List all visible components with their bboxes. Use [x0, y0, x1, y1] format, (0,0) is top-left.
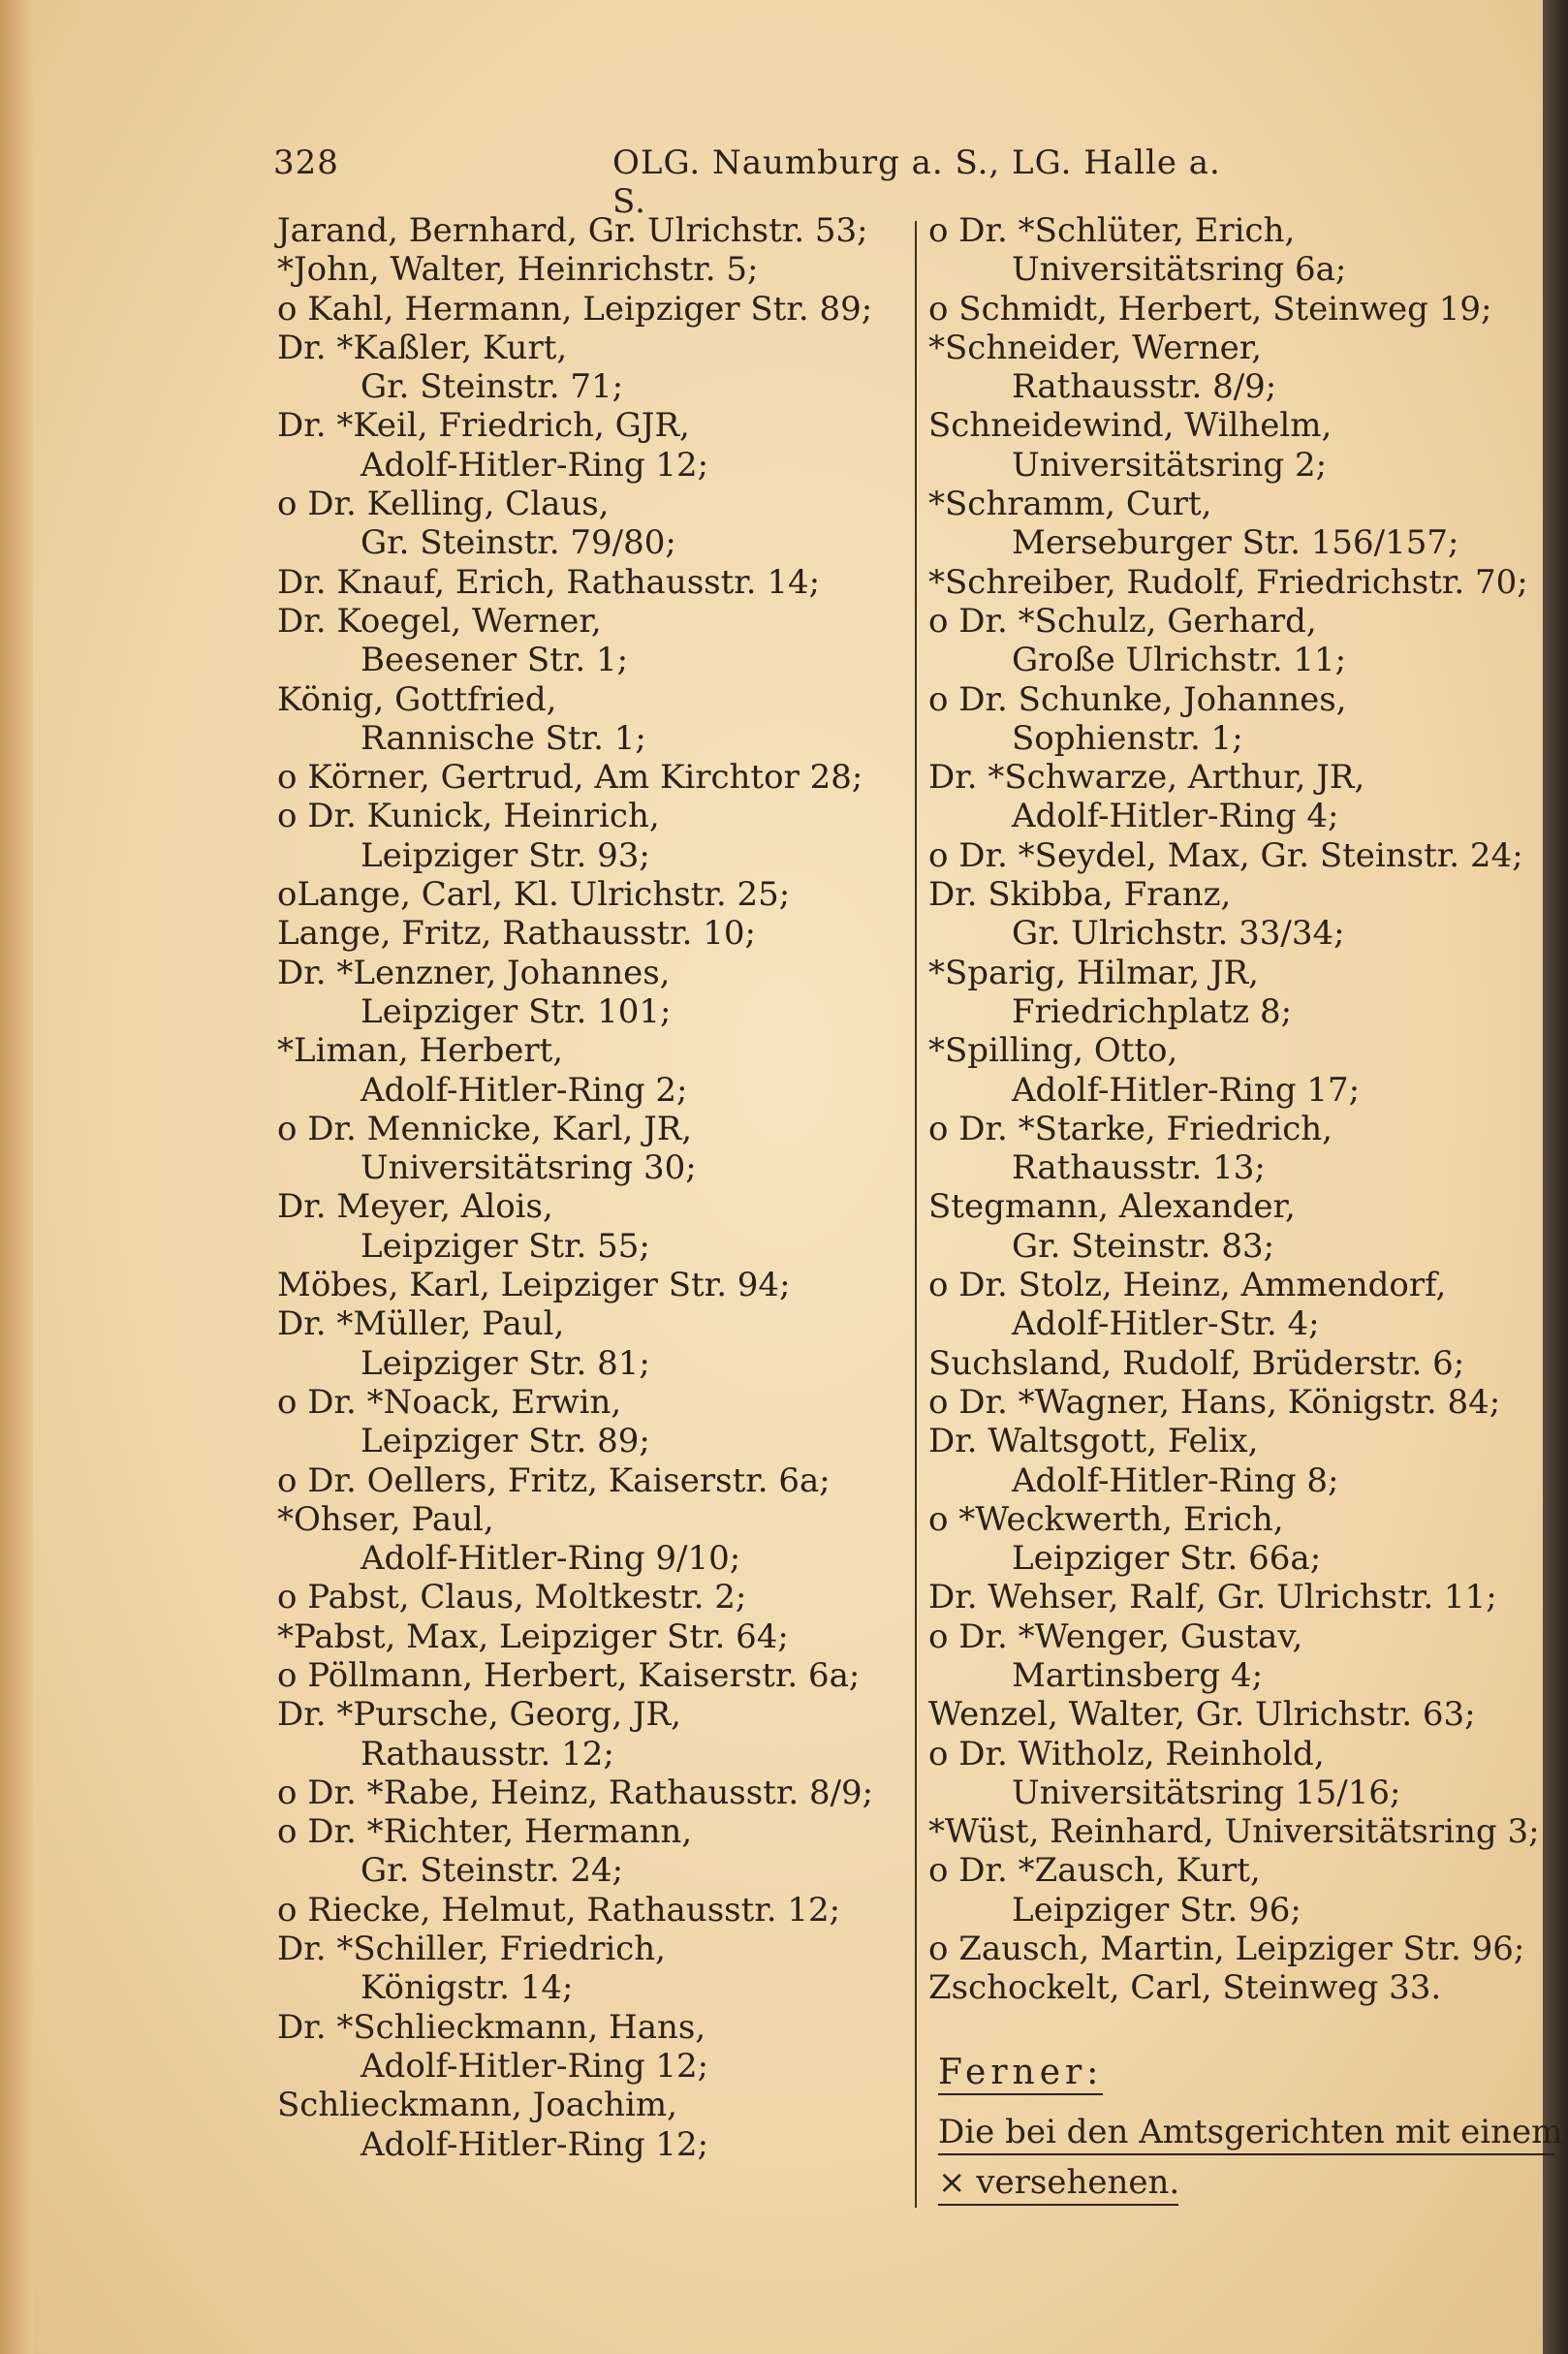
directory-entry: Dr. Meyer, Alois,	[277, 1187, 553, 1227]
directory-entry-continuation: Rathausstr. 8/9;	[1012, 367, 1277, 407]
directory-entry: o Dr. Stolz, Heinz, Ammendorf,	[928, 1266, 1447, 1305]
directory-entry: o Dr. Kunick, Heinrich,	[277, 797, 660, 836]
directory-entry: o Dr. Mennicke, Karl, JR,	[277, 1109, 693, 1148]
directory-entry: Dr. Skibba, Franz,	[928, 875, 1232, 915]
directory-entry-continuation: Universitätsring 6a;	[1012, 250, 1347, 290]
directory-entry: Dr. *Schiller, Friedrich,	[277, 1930, 666, 1969]
directory-entry-continuation: Universitätsring 30;	[361, 1148, 697, 1188]
directory-entry: Dr. *Pursche, Georg, JR,	[277, 1695, 681, 1735]
directory-entry-continuation: Adolf-Hitler-Ring 4;	[1012, 797, 1339, 836]
directory-entry: *Pabst, Max, Leipziger Str. 64;	[277, 1616, 789, 1656]
ferner-heading: Ferner:	[938, 2053, 1103, 2095]
directory-entry: oLange, Carl, Kl. Ulrichstr. 25;	[277, 875, 791, 915]
directory-entry: o Schmidt, Herbert, Steinweg 19;	[928, 289, 1492, 329]
directory-entry: *Schramm, Curt,	[928, 485, 1212, 524]
directory-entry-continuation: Adolf-Hitler-Ring 8;	[1012, 1460, 1339, 1500]
directory-entry: Dr. *Müller, Paul,	[277, 1304, 565, 1344]
directory-entry: o Dr. Schunke, Johannes,	[928, 679, 1347, 719]
directory-entry: o Dr. *Rabe, Heinz, Rathausstr. 8/9;	[277, 1773, 874, 1812]
directory-entry: o Dr. *Schulz, Gerhard,	[928, 601, 1317, 641]
directory-entry: Dr. *Schlieckmann, Hans,	[277, 2007, 706, 2047]
directory-entry-continuation: Leipziger Str. 55;	[361, 1226, 650, 1266]
directory-entry: Stegmann, Alexander,	[928, 1187, 1296, 1227]
directory-entry-continuation: Beesener Str. 1;	[361, 641, 629, 680]
directory-entry: o Dr. Oellers, Fritz, Kaiserstr. 6a;	[277, 1460, 831, 1500]
directory-entry-continuation: Universitätsring 2;	[1012, 445, 1328, 485]
directory-entry-continuation: Merseburger Str. 156/157;	[1012, 523, 1459, 563]
directory-entry-continuation: Adolf-Hitler-Str. 4;	[1012, 1304, 1320, 1344]
directory-entry-continuation: Leipziger Str. 89;	[361, 1422, 650, 1461]
directory-entry-continuation: Adolf-Hitler-Ring 12;	[361, 445, 709, 485]
directory-entry: o Körner, Gertrud, Am Kirchtor 28;	[277, 758, 863, 798]
directory-entry-continuation: Gr. Steinstr. 79/80;	[361, 523, 676, 563]
directory-entry-continuation: Rannische Str. 1;	[361, 718, 646, 758]
directory-entry: *Spilling, Otto,	[928, 1031, 1178, 1071]
directory-entry-continuation: Sophienstr. 1;	[1012, 718, 1243, 758]
column-divider	[915, 221, 917, 2208]
directory-entry-continuation: Gr. Steinstr. 71;	[361, 367, 624, 407]
directory-entry: o Dr. *Starke, Friedrich,	[928, 1109, 1333, 1148]
directory-entry-continuation: Leipziger Str. 93;	[361, 835, 650, 875]
directory-entry: Suchsland, Rudolf, Brüderstr. 6;	[928, 1343, 1465, 1383]
footer-note-line1: Die bei den Amtsgerichten mit einem	[938, 2105, 1554, 2155]
directory-entry: Jarand, Bernhard, Gr. Ulrichstr. 53;	[277, 211, 868, 250]
directory-entry: *John, Walter, Heinrichstr. 5;	[277, 250, 759, 290]
directory-entry: o Zausch, Martin, Leipziger Str. 96;	[928, 1930, 1525, 1969]
directory-entry: o *Weckwerth, Erich,	[928, 1499, 1284, 1539]
directory-entry: o Dr. *Richter, Hermann,	[277, 1812, 693, 1852]
directory-entry: *Ohser, Paul,	[277, 1499, 494, 1539]
directory-entry: Möbes, Karl, Leipziger Str. 94;	[277, 1266, 791, 1305]
directory-entry: o Riecke, Helmut, Rathausstr. 12;	[277, 1890, 841, 1930]
directory-entry: *Wüst, Reinhard, Universitätsring 3;	[928, 1812, 1540, 1852]
running-title: OLG. Naumburg a. S., LG. Halle a. S.	[612, 143, 1221, 221]
directory-entry: *Sparig, Hilmar, JR,	[928, 953, 1259, 992]
directory-entry: Dr. Koegel, Werner,	[277, 601, 602, 641]
directory-entry: *Schneider, Werner,	[928, 328, 1263, 367]
directory-entry: Dr. *Kaßler, Kurt,	[277, 328, 568, 367]
directory-entry: o Dr. Witholz, Reinhold,	[928, 1734, 1325, 1773]
directory-entry: *Liman, Herbert,	[277, 1031, 564, 1071]
directory-entry: Dr. *Lenzner, Johannes,	[277, 953, 671, 992]
directory-entry: Lange, Fritz, Rathausstr. 10;	[277, 914, 756, 954]
directory-entry: Dr. *Schwarze, Arthur, JR,	[928, 758, 1365, 798]
directory-entry: Zschockelt, Carl, Steinweg 33.	[928, 1968, 1442, 2008]
directory-entry: Dr. Wehser, Ralf, Gr. Ulrichstr. 11;	[928, 1578, 1497, 1617]
directory-entry: Dr. Waltsgott, Felix,	[928, 1422, 1259, 1461]
directory-entry-continuation: Friedrichplatz 8;	[1012, 991, 1293, 1031]
directory-entry: Schneidewind, Wilhelm,	[928, 406, 1333, 446]
directory-entry: König, Gottfried,	[277, 679, 557, 719]
directory-entry-continuation: Königstr. 14;	[361, 1968, 574, 2008]
directory-entry: o Dr. *Seydel, Max, Gr. Steinstr. 24;	[928, 835, 1523, 875]
directory-entry: o Dr. *Schlüter, Erich,	[928, 211, 1296, 250]
directory-entry-continuation: Universitätsring 15/16;	[1012, 1773, 1401, 1812]
directory-entry: Dr. Knauf, Erich, Rathausstr. 14;	[277, 562, 821, 602]
directory-entry: o Dr. *Zausch, Kurt,	[928, 1851, 1261, 1891]
directory-entry-continuation: Leipziger Str. 66a;	[1012, 1539, 1322, 1579]
directory-entry: Dr. *Keil, Friedrich, GJR,	[277, 406, 690, 446]
footer-note	[938, 2105, 1563, 2206]
directory-entry-continuation: Adolf-Hitler-Ring 12;	[361, 2124, 709, 2164]
directory-entry: Schlieckmann, Joachim,	[277, 2086, 677, 2125]
directory-entry-continuation: Gr. Steinstr. 83;	[1012, 1226, 1275, 1266]
page-header	[273, 143, 1242, 221]
directory-entry: o Kahl, Hermann, Leipziger Str. 89;	[277, 289, 873, 329]
directory-entry-continuation: Gr. Ulrichstr. 33/34;	[1012, 914, 1345, 954]
directory-entry-continuation: Leipziger Str. 81;	[361, 1343, 650, 1383]
directory-entry-continuation: Große Ulrichstr. 11;	[1012, 641, 1347, 680]
right-column	[928, 211, 1556, 2008]
directory-entry-continuation: Rathausstr. 13;	[1012, 1148, 1266, 1188]
left-column	[277, 211, 917, 2164]
directory-entry-continuation: Adolf-Hitler-Ring 17;	[1012, 1070, 1361, 1110]
directory-entry-continuation: Leipziger Str. 96;	[1012, 1890, 1301, 1930]
directory-entry: o Dr. *Wenger, Gustav,	[928, 1616, 1303, 1656]
directory-entry-continuation: Adolf-Hitler-Ring 12;	[361, 2046, 709, 2086]
directory-entry: Wenzel, Walter, Gr. Ulrichstr. 63;	[928, 1695, 1476, 1735]
footer-note-line2: × versehenen.	[938, 2155, 1178, 2206]
page-left-edge	[0, 0, 33, 2354]
directory-entry-continuation: Rathausstr. 12;	[361, 1734, 614, 1773]
directory-entry: o Dr. *Noack, Erwin,	[277, 1382, 622, 1422]
page-number: 328	[273, 143, 339, 182]
directory-entry-continuation: Adolf-Hitler-Ring 9/10;	[361, 1539, 741, 1579]
directory-entry-continuation: Adolf-Hitler-Ring 2;	[361, 1070, 688, 1110]
directory-entry-continuation: Leipziger Str. 101;	[361, 991, 672, 1031]
directory-entry-continuation: Martinsberg 4;	[1012, 1655, 1264, 1695]
directory-entry: o Dr. Kelling, Claus,	[277, 485, 610, 524]
directory-entry: o Pabst, Claus, Moltkestr. 2;	[277, 1578, 747, 1617]
directory-entry-continuation: Gr. Steinstr. 24;	[361, 1851, 624, 1891]
directory-entry: o Dr. *Wagner, Hans, Königstr. 84;	[928, 1382, 1501, 1422]
directory-entry: *Schreiber, Rudolf, Friedrichstr. 70;	[928, 562, 1528, 602]
directory-entry: o Pöllmann, Herbert, Kaiserstr. 6a;	[277, 1655, 861, 1695]
